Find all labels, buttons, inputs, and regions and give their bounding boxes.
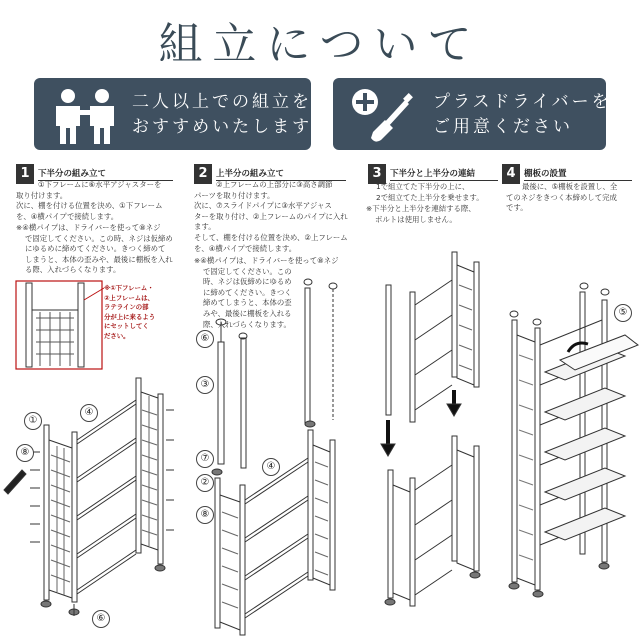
step-title: 下半分の組み立て xyxy=(38,169,107,179)
note-line: る際、入れづらくなります。 xyxy=(25,265,121,275)
text-line: 次に、棚を付ける位置を決め、①下フレーム xyxy=(16,201,163,211)
text-line: 取り付けます。 xyxy=(16,190,68,200)
step-number: 3 xyxy=(368,164,386,184)
text-line: てのネジをきつく本締めして完成 xyxy=(506,192,617,202)
text-line: そして、棚を付ける位置を決め、②上フレーム xyxy=(194,232,348,242)
stacking-drawing xyxy=(381,252,480,606)
text-line: ①下フレームに⑥水平アジャスターを xyxy=(38,180,162,189)
step-number: 4 xyxy=(502,164,520,184)
text-line: 2で組立てた上半分を乗せます。 xyxy=(376,192,484,202)
callout-7: ⑦ xyxy=(196,450,214,468)
note-line: みや、最後に棚板を入れる xyxy=(203,308,292,318)
step-number: 2 xyxy=(194,164,212,184)
step-title: 下半分と上半分の連結 xyxy=(390,169,476,179)
banner-line: おすすめいたします xyxy=(132,117,313,137)
text-line: 最後に、⑤棚板を設置し、全 xyxy=(522,182,618,191)
callout-2: ② xyxy=(196,474,214,492)
note-line: ラテラインの部 xyxy=(104,303,149,312)
step-number: 1 xyxy=(16,164,34,184)
callout-4: ④ xyxy=(80,404,98,422)
callout-8: ⑧ xyxy=(16,444,34,462)
note-line: ②上フレームは、 xyxy=(104,293,154,302)
banner-line: 二人以上での組立を xyxy=(132,92,312,112)
banner-line: プラスドライバーを xyxy=(433,92,612,112)
frame-detail-inset xyxy=(16,281,104,369)
note-line: にセットしてく xyxy=(104,322,149,331)
note-line: ※④横パイプは、ドライバーを使って⑧ネジ xyxy=(16,223,161,232)
callout-3: ③ xyxy=(196,376,214,394)
note-line: で固定してください。この xyxy=(203,266,292,276)
note-line: 分が上に来るよう xyxy=(104,312,156,321)
note-line: しまうと、本体の歪みや、最後に棚板を入れ xyxy=(25,254,173,264)
text-line: を、④横パイプで接続します。 xyxy=(16,211,119,221)
text-line: 1で組立てた下半分の上に、 xyxy=(376,182,470,191)
step-title: 棚板の設置 xyxy=(524,169,567,179)
note-line: ※①下フレーム・ xyxy=(104,284,154,292)
text-line: ターを取り付け、②上フレームのパイプに入れ xyxy=(194,211,348,221)
note-line: ※④横パイプは、ドライバーを使って⑧ネジ xyxy=(194,256,339,265)
page-title: 組立について xyxy=(158,19,482,70)
banner-line: ご用意ください xyxy=(433,117,573,137)
note-line: に締めてください。きつく xyxy=(203,287,292,297)
upper-frame-drawing xyxy=(212,279,337,635)
text-line: パーツを取り付けます。 xyxy=(194,190,275,200)
text-line: 次に、⑦スライドパイプに③水平アジャス xyxy=(194,201,332,211)
note-line: ださい。 xyxy=(104,331,130,340)
note-line: ボルトは使用しません。 xyxy=(375,214,457,224)
text-line: です。 xyxy=(506,203,528,213)
callout-8: ⑧ xyxy=(196,506,214,524)
callout-1: ① xyxy=(24,412,42,430)
note-line: ※下半分と上半分を連結する際、 xyxy=(366,204,476,213)
text-line: ます。 xyxy=(194,222,216,232)
finished-shelf-drawing xyxy=(509,283,638,597)
note-line: 時、ネジは仮締めにゆるめ xyxy=(203,277,292,287)
note-line: にゆるめに締めてください。きつく締めて xyxy=(25,244,166,254)
text-line: ②上フレームの上部分に③高さ調節 xyxy=(216,180,333,189)
callout-4: ④ xyxy=(262,458,280,476)
callout-5: ⑤ xyxy=(614,304,632,322)
note-line: で固定してください。この時、ネジは仮締め xyxy=(25,233,173,243)
callout-6: ⑥ xyxy=(196,330,214,348)
callout-6: ⑥ xyxy=(92,610,110,628)
note-line: 締めてしまうと、本体の歪 xyxy=(203,298,292,308)
text-line: を、④横パイプで接続します。 xyxy=(194,243,297,253)
step-title: 上半分の組み立て xyxy=(216,169,285,179)
note-line: 際、入れづらくなります。 xyxy=(203,319,291,329)
